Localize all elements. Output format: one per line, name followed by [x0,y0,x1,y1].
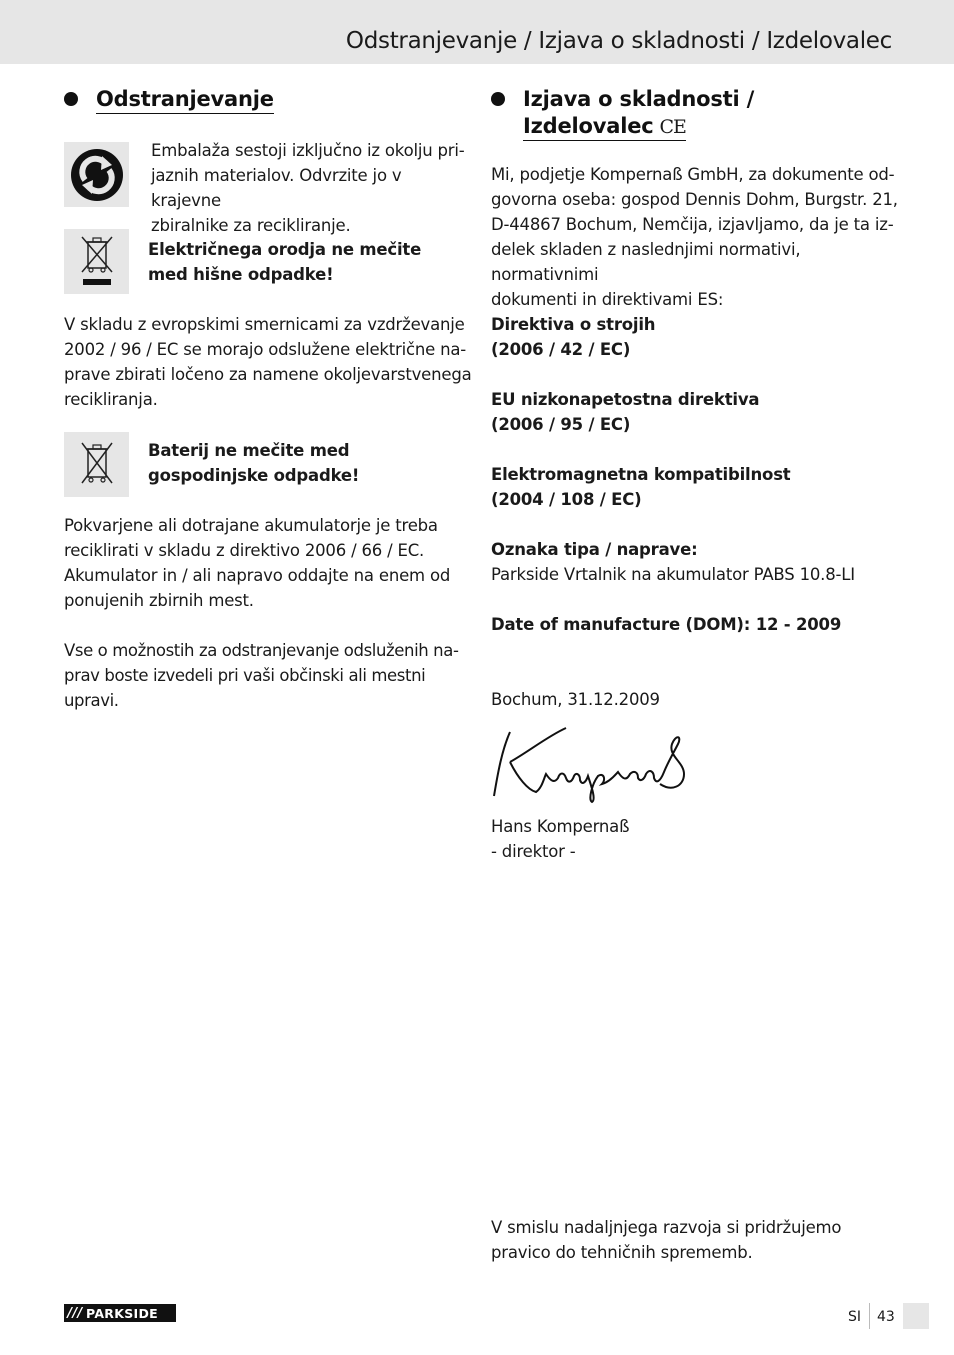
text-line: delek skladen z naslednjimi normativi, normativnimi [491,240,801,284]
text-line: Embalaža sestoji izključno iz okolju pri- [151,141,465,160]
directive-name: Direktiva o strojih [491,315,656,334]
directive-code: (2006 / 42 / EC) [491,340,631,359]
crossed-battery-bin-icon [64,432,129,497]
bullet-icon [64,92,78,106]
text-line: govorna oseba: gospod Dennis Dohm, Burgstr. 21, [491,190,898,209]
text-line: pravico do tehničnih sprememb. [491,1243,753,1262]
logo-stripes: /// [67,1305,83,1321]
section-title-line2: Izdelovalec [523,114,654,138]
battery-warning [148,438,468,488]
text-line: Mi, podjetje Kompernaß GmbH, za dokumente od- [491,165,895,184]
language-code: SI [848,1309,862,1325]
section-title-line1: Izjava o skladnosti / [523,87,755,111]
dom-text: Date of manufacture (DOM): 12 - 2009 [491,615,842,634]
battery-paragraph [64,513,474,613]
signatory-role: - direktor - [491,842,576,861]
directive-emc [491,462,901,512]
text-line: recikliranja. [64,390,158,409]
text-line: reciklirati v skladu z direktivo 2006 / 66 / EC. [64,541,425,560]
text-line: Pokvarjene ali dotrajane akumulatorje je treba [64,516,438,535]
warning-line: Električnega orodja ne mečite [148,240,422,259]
text-line: Akumulator in / ali napravo oddajte na enem od [64,566,451,585]
directive-machinery [491,312,901,362]
bullet-icon [491,92,505,106]
text-line: prave zbirati ločeno za namene okoljevarstvenega [64,365,472,384]
text-line: 2002 / 96 / EC se morajo odslužene električne na- [64,340,467,359]
crossed-bin-icon [64,229,129,294]
page-number: 43 [877,1309,895,1325]
directive-code: (2004 / 108 / EC) [491,490,642,509]
type-value: Parkside Vrtalnik na akumulator PABS 10.8-LI [491,565,855,584]
place-date-text: Bochum, 31.12.2009 [491,690,660,709]
text-line: dokumenti in direktivami ES: [491,290,724,309]
section-heading-declaration [491,86,754,141]
directive-low-voltage [491,387,901,437]
directive-code: (2006 / 95 / EC) [491,415,631,434]
page-tab [903,1303,929,1329]
text-line: ponujenih zbirnih mest. [64,591,254,610]
place-date [491,687,791,712]
signatory [491,814,791,864]
footer-divider [869,1303,870,1329]
text-line: zbiralnike za recikliranje. [151,216,351,235]
date-of-manufacture [491,612,911,637]
packaging-text [151,138,471,238]
text-line: V skladu z evropskimi smernicami za vzdrževanje [64,315,465,334]
municipal-paragraph [64,638,474,713]
warning-line: med hišne odpadke! [148,265,334,284]
closing-note [491,1215,901,1265]
heading-block [523,86,754,141]
text-line: jaznih materialov. Odvrzite jo v krajevne [151,166,402,210]
logo-text: PARKSIDE [86,1305,158,1321]
signature [488,722,693,808]
declaration-intro [491,162,901,312]
directive-paragraph [64,312,474,412]
signatory-name: Hans Kompernaß [491,817,630,836]
ce-mark-icon: CE [659,115,686,138]
recycle-icon [64,142,129,207]
text-line: Vse o možnostih za odstranjevanje odsluženih na- [64,641,459,660]
parkside-logo [64,1304,176,1322]
warning-line: gospodinjske odpadke! [148,466,360,485]
directive-name: EU nizkonapetostna direktiva [491,390,760,409]
page-title: Odstranjevanje / Izjava o skladnosti / Izdelovalec [345,28,892,54]
heading-line2-wrap [523,113,686,141]
text-line: prav boste izvedeli pri vaši občinski ali mestni upravi. [64,666,426,710]
section-title: Odstranjevanje [96,86,274,114]
directive-name: Elektromagnetna kompatibilnost [491,465,791,484]
type-label: Oznaka tipa / naprave: [491,540,698,559]
warning-line: Baterij ne mečite med [148,441,350,460]
text-line: D-44867 Bochum, Nemčija, izjavljamo, da je ta iz- [491,215,894,234]
text-line: V smislu nadaljnjega razvoja si pridržujemo [491,1218,842,1237]
section-heading-disposal [64,86,274,114]
tool-warning [148,237,468,287]
type-designation [491,537,911,587]
